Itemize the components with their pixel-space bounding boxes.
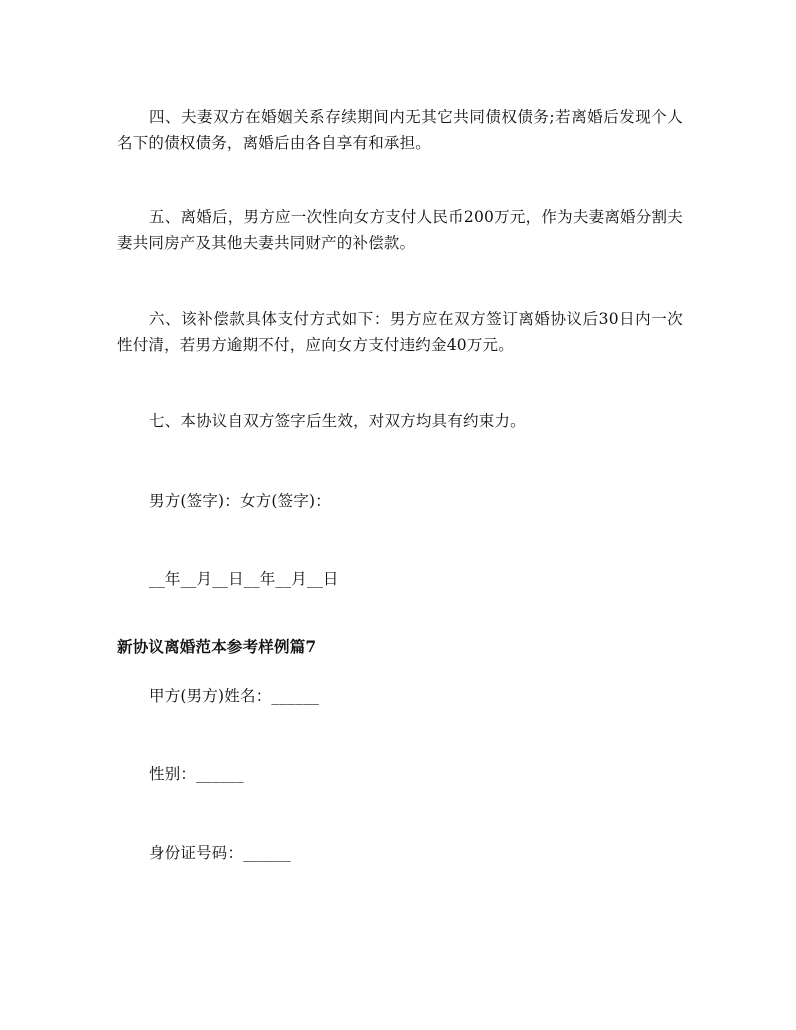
- date-line: __年__月__日__年__月__日: [149, 570, 339, 588]
- gender-field: 性别：______: [149, 765, 244, 783]
- signature-line: 男方(签字)：女方(签字)：: [149, 492, 331, 510]
- clause-four-paragraph: 四、夫妻双方在婚姻关系存续期间内无其它共同债权债务;若离婚后发现个人名下的债权债务，离婚后由各自享有和承担。: [117, 108, 683, 152]
- clause-five-paragraph: 五、离婚后，男方应一次性向女方支付人民币200万元，作为夫妻离婚分割夫妻共同房产及其他夫妻共同财产的补偿款。: [117, 208, 683, 252]
- party-a-name-field: 甲方(男方)姓名：______: [149, 687, 320, 705]
- clause-seven-paragraph: 七、本协议自双方签字后生效，对双方均具有约束力。: [149, 412, 526, 430]
- clause-six-paragraph: 六、该补偿款具体支付方式如下：男方应在双方签订离婚协议后30日内一次性付清，若男方逾期不付，应向女方支付违约金40万元。: [117, 310, 683, 354]
- section-heading: 新协议离婚范本参考样例篇7: [117, 637, 317, 656]
- id-number-field: 身份证号码：______: [149, 844, 291, 862]
